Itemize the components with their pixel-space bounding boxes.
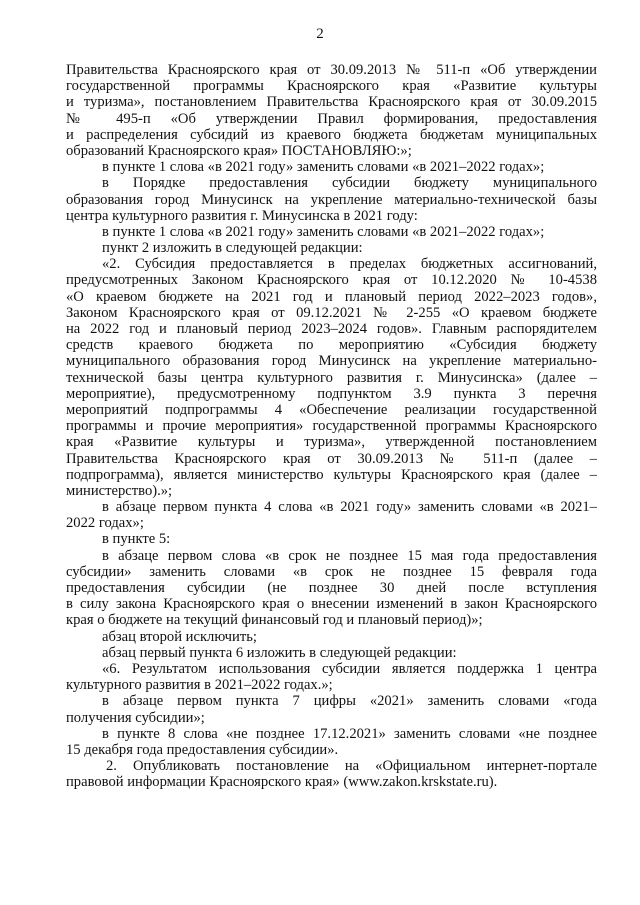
text-line: и распределения субсидий из краевого бюджета бюджетам муниципальных	[66, 126, 597, 143]
text-line: 2. Опубликовать постановление на «Официальном интернет-портале	[106, 758, 597, 775]
text-line: подпрограмма), является министерство культуры Красноярского края (далее –	[66, 466, 597, 483]
text-line: в пункте 5:	[102, 531, 171, 548]
text-line: средств краевого бюджета по мероприятию «Субсидия бюджету	[66, 337, 597, 354]
text-line: «6. Результатом использования субсидии является поддержка 1 центра	[102, 660, 597, 677]
text-line: культурного развития в 2021–2022 годах.»;	[66, 677, 333, 694]
text-line: края «Развитие культуры и туризма», утвержденной постановлением	[66, 434, 597, 451]
text-line: получения субсидии»;	[66, 709, 205, 726]
text-line: абзац второй исключить;	[102, 628, 257, 645]
text-line: абзац первый пункта 6 изложить в следующей редакции:	[102, 644, 457, 661]
text-line: в Порядке предоставления субсидии бюджету муниципального	[102, 175, 597, 192]
text-line: «2. Субсидия предоставляется в пределах бюджетных ассигнований,	[102, 256, 597, 273]
text-line: в пункте 8 слова «не позднее 17.12.2021» заменить словами «не позднее	[102, 725, 597, 742]
text-line: программы и прочие мероприятия» государственной программы Красноярского	[66, 418, 597, 435]
text-line: предусмотренных Законом Красноярского края от 10.12.2020 № 10-4538	[66, 272, 597, 289]
text-line: края о бюджете на текущий финансовый год и плановый период)»;	[66, 612, 483, 629]
text-line: Правительства Красноярского края от 30.09.2013 № 511-п (далее –	[66, 450, 597, 467]
text-line: субсидии» заменить словами «в срок не позднее 15 февраля года	[66, 563, 597, 580]
text-line: муниципального образования город Минусинск на укрепление материально-	[66, 353, 597, 370]
text-line: 15 декабря года предоставления субсидии».	[66, 741, 339, 758]
text-line: образования город Минусинск на укрепление материально-технической базы	[66, 191, 597, 208]
text-line: государственной программы Красноярского края «Развитие культуры	[66, 78, 597, 95]
text-line: в абзаце первом пункта 7 цифры «2021» заменить словами «года	[102, 693, 597, 710]
text-line: 2022 годах»;	[66, 515, 144, 532]
text-line: «О краевом бюджете на 2021 год и плановый период 2022–2023 годов»,	[66, 288, 597, 305]
text-line: на 2022 год и плановый период 2023–2024 годов». Главным распорядителем	[66, 321, 597, 337]
text-line: в пункте 1 слова «в 2021 году» заменить словами «в 2021–2022 годах»;	[102, 159, 545, 176]
text-line: пункт 2 изложить в следующей редакции:	[102, 240, 363, 257]
text-line: предоставления субсидии (не позднее 30 дней после вступления	[66, 580, 597, 596]
text-line: министерство).»;	[66, 482, 173, 499]
text-line: мероприятие), предусмотренному подпунктом 3.9 пункта 3 перечня	[66, 385, 597, 402]
text-line: центра культурного развития г. Минусинска в 2021 году:	[66, 207, 418, 224]
text-line: в абзаце первом пункта 4 слова «в 2021 году» заменить словами «в 2021–	[102, 499, 597, 516]
text-line: в силу закона Красноярского края о внесении изменений в закон Красноярского	[66, 596, 597, 613]
text-line: мероприятий подпрограммы 4 «Обеспечение реализации государственной	[66, 401, 597, 418]
text-line: образований Красноярского края» ПОСТАНОВЛЯЮ:»;	[66, 142, 412, 159]
document-body	[66, 62, 597, 790]
text-line: Правительства Красноярского края от 30.09.2013 № 511-п «Об утверждении	[66, 62, 597, 78]
text-line: и туризма», постановлением Правительства Красноярского края от 30.09.2015	[66, 94, 597, 111]
text-line: в пункте 1 слова «в 2021 году» заменить словами «в 2021–2022 годах»;	[102, 223, 545, 240]
text-line: правовой информации Красноярского края» (www.zakon.krskstate.ru).	[66, 774, 498, 791]
text-line: № 495-п «Об утверждении Правил формирования, предоставления	[66, 110, 597, 127]
text-line: технической базы центра культурного развития г. Минусинска» (далее –	[66, 369, 597, 386]
page-number: 2	[316, 26, 324, 42]
text-line: в абзаце первом слова «в срок не позднее 15 мая года предоставления	[102, 547, 597, 564]
text-line: Законом Красноярского края от 09.12.2021 № 2-255 «О краевом бюджете	[66, 304, 597, 321]
